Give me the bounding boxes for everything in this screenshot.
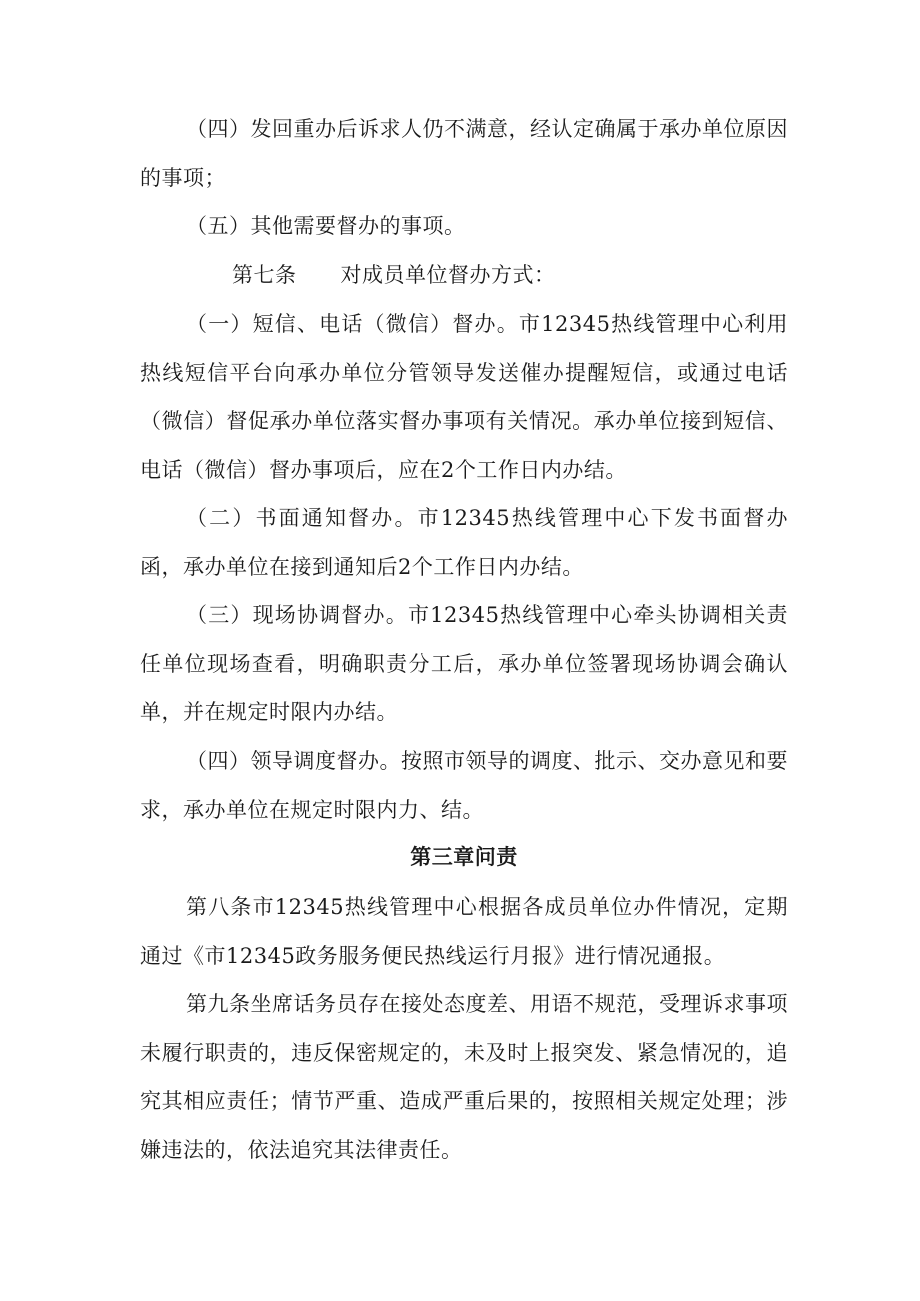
paragraph-article-9: 第九条坐席话务员存在接处态度差、用语不规范，受理诉求事项未履行职责的，违反保密规定的，未及时上报突发、紧急情况的，追究其相应责任；情节严重、造成严重后果的，按照相关规定处理；涉嫌违法的，依法追究其法律责任。 xyxy=(140,992,788,1162)
article-7-text: 对成员单位督办方式： xyxy=(340,263,556,287)
paragraph-method-sms-phone: （一）短信、电话（微信）督办。市12345热线管理中心利用热线短信平台向承办单位分管领导发送催办提醒短信，或通过电话（微信）督促承办单位落实督办事项有关情况。承办单位接到短信、电话（微信）督办事项后，应在2个工作日内办结。 xyxy=(140,312,788,482)
article-7-number: 第七条 xyxy=(232,263,297,287)
paragraph-method-onsite-coordination: （三）现场协调督办。市12345热线管理中心牵头协调相关责任单位现场查看，明确职责分工后，承办单位签署现场协调会确认单，并在规定时限内办结。 xyxy=(140,603,788,724)
paragraph-method-written-notice: （二）书面通知督办。市12345热线管理中心下发书面督办函，承办单位在接到通知后2个工作日内办结。 xyxy=(140,506,788,579)
paragraph-supervision-item-5: （五）其他需要督办的事项。 xyxy=(186,214,466,238)
paragraph-supervision-item-4: （四）发回重办后诉求人仍不满意，经认定确属于承办单位原因的事项； xyxy=(140,117,788,190)
article-7-heading xyxy=(140,251,788,300)
paragraph-method-leadership-dispatch: （四）领导调度督办。按照市领导的调度、批示、交办意见和要求，承办单位在规定时限内力、结。 xyxy=(140,749,788,822)
paragraph-article-8: 第八条市12345热线管理中心根据各成员单位办件情况，定期通过《市12345政务服务便民热线运行月报》进行情况通报。 xyxy=(140,895,788,968)
chapter-heading: 第三章问责 xyxy=(410,845,518,869)
